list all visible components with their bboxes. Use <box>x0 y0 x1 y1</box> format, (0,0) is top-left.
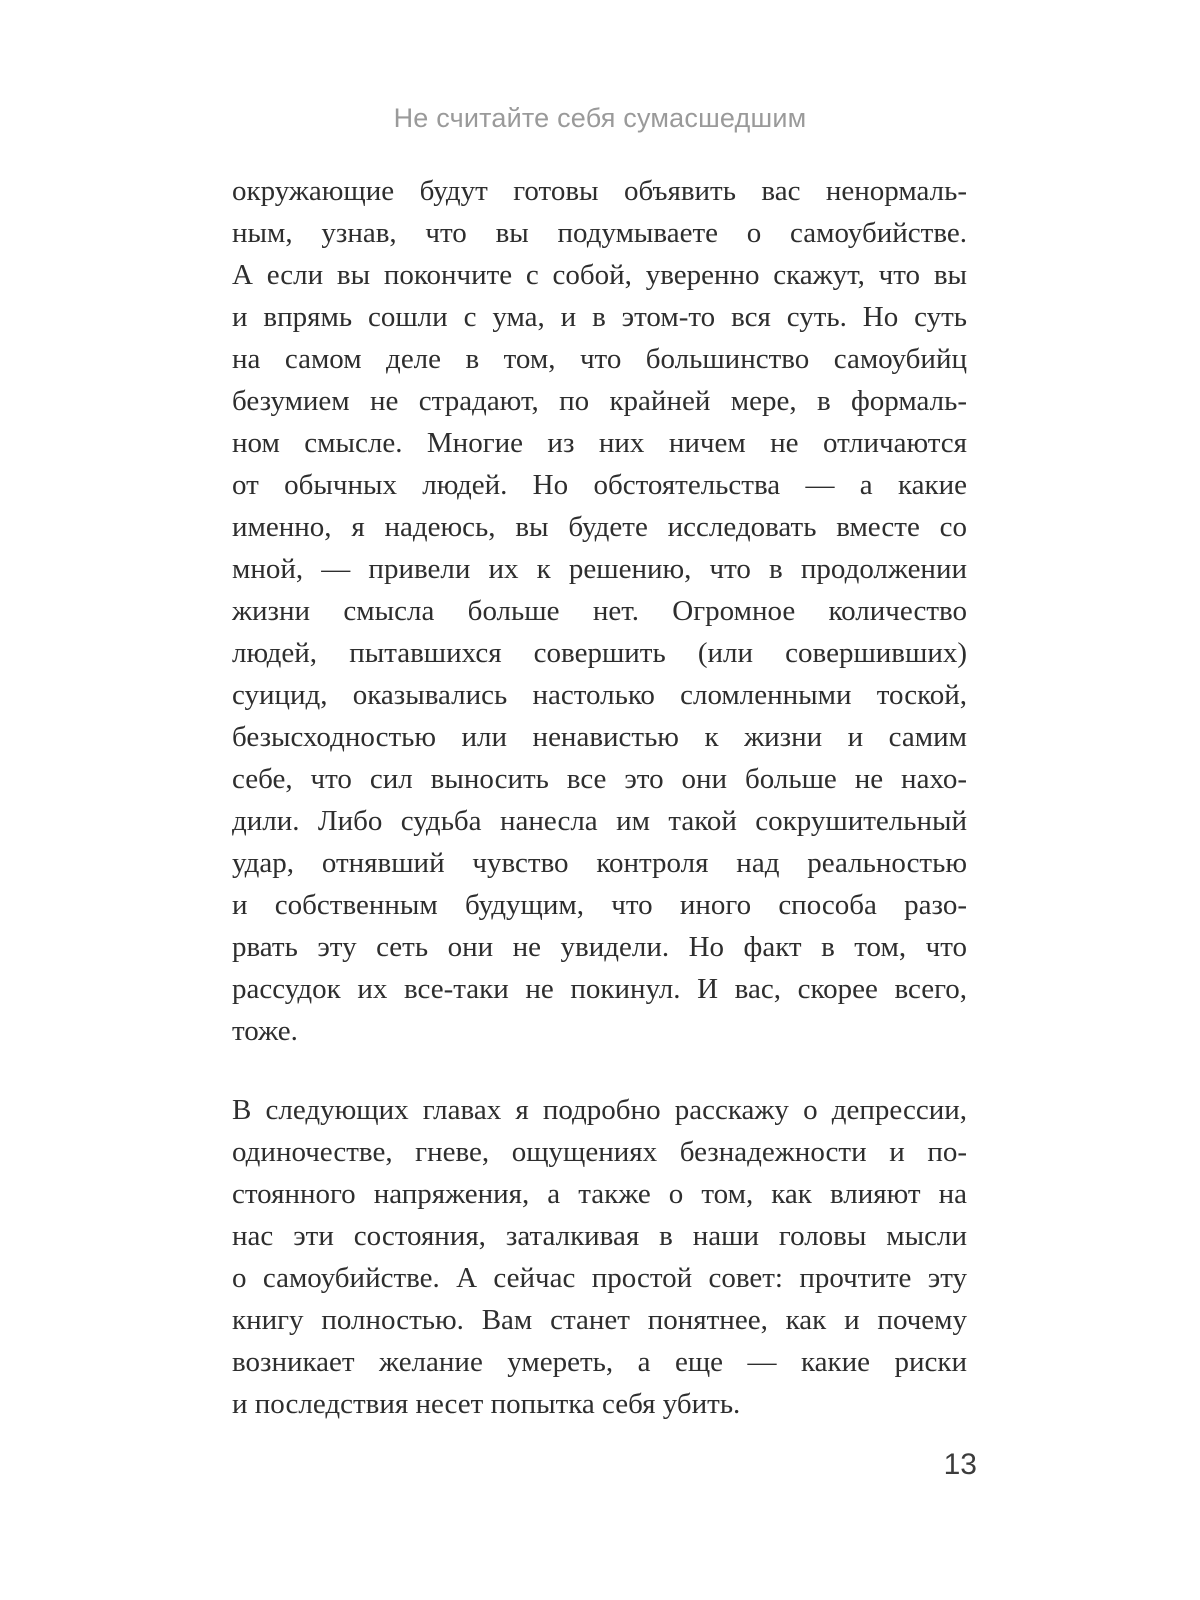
text-line: рассудок их все-таки не покинул. И вас, скорее всего, <box>232 973 967 1005</box>
paragraph <box>232 1089 967 1425</box>
text-line: и последствия несет попытка себя убить. <box>232 1388 741 1420</box>
text-line: одиночестве, гневе, ощущениях безнадежности и по- <box>232 1136 967 1168</box>
text-line: себе, что сил выносить все это они больше не нахо- <box>232 763 967 795</box>
text-line: именно, я надеюсь, вы будете исследовать вместе со <box>232 511 967 543</box>
text-line: и впрямь сошли с ума, и в этом-то вся суть. Но суть <box>232 301 967 333</box>
text-line: на самом деле в том, что большинство самоубийц <box>232 343 967 375</box>
text-line: безысходностью или ненавистью к жизни и самим <box>232 721 967 753</box>
page-number: 13 <box>943 1448 977 1481</box>
text-line: окружающие будут готовы объявить вас ненормаль- <box>232 175 967 207</box>
text-line: рвать эту сеть они не увидели. Но факт в том, что <box>232 931 967 963</box>
text-line: жизни смысла больше нет. Огромное количество <box>232 595 967 627</box>
text-line: мной, — привели их к решению, что в продолжении <box>232 553 967 585</box>
text-line: В следующих главах я подробно расскажу о депрессии, <box>232 1094 967 1126</box>
text-line: людей, пытавшихся совершить (или совершивших) <box>232 637 967 669</box>
body-text <box>232 170 967 1425</box>
running-header: Не считайте себя сумасшедшим <box>393 103 807 133</box>
text-line: нас эти состояния, заталкивая в наши головы мысли <box>232 1220 967 1252</box>
text-line: возникает желание умереть, а еще — какие риски <box>232 1346 967 1378</box>
text-line: А если вы покончите с собой, уверенно скажут, что вы <box>232 259 967 291</box>
text-line: от обычных людей. Но обстоятельства — а какие <box>232 469 967 501</box>
text-line: удар, отнявший чувство контроля над реальностью <box>232 847 967 879</box>
text-line: безумием не страдают, по крайней мере, в формаль- <box>232 385 967 417</box>
text-line: дили. Либо судьба нанесла им такой сокрушительный <box>232 805 967 837</box>
text-line: ным, узнав, что вы подумываете о самоубийстве. <box>232 217 967 249</box>
text-line: о самоубийстве. А сейчас простой совет: прочтите эту <box>232 1262 967 1294</box>
text-line: книгу полностью. Вам станет понятнее, как и почему <box>232 1304 967 1336</box>
text-line: суицид, оказывались настолько сломленными тоской, <box>232 679 967 711</box>
text-line: и собственным будущим, что иного способа разо- <box>232 889 967 921</box>
text-line: стоянного напряжения, а также о том, как влияют на <box>232 1178 967 1210</box>
text-line: тоже. <box>232 1015 298 1047</box>
text-line: ном смысле. Многие из них ничем не отличаются <box>232 427 967 459</box>
paragraph <box>232 170 967 1052</box>
